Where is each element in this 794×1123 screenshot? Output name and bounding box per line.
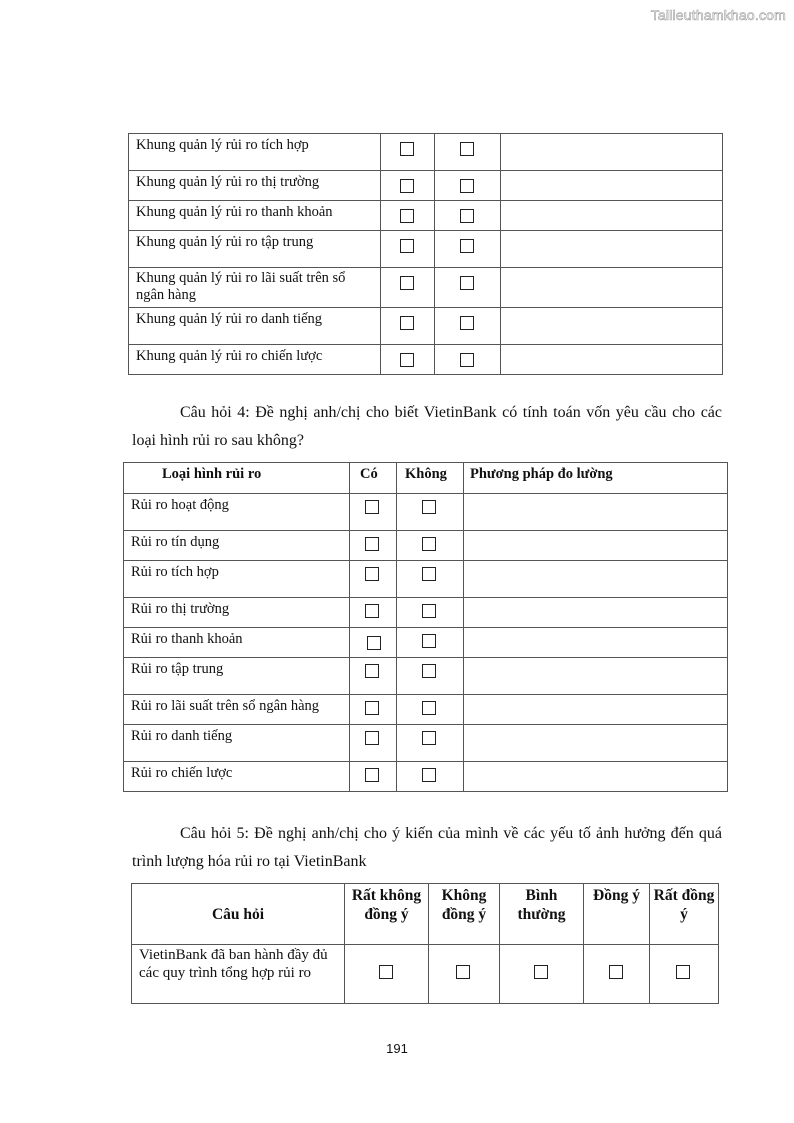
checkbox-yes[interactable] xyxy=(365,537,379,551)
checkbox-neutral[interactable] xyxy=(534,965,548,979)
row-label: Rủi ro tín dụng xyxy=(124,531,350,561)
checkbox-no[interactable] xyxy=(422,664,436,678)
table-row xyxy=(132,945,719,1004)
checkbox-yes[interactable] xyxy=(365,664,379,678)
method-cell[interactable] xyxy=(464,762,728,792)
page-number: 191 xyxy=(386,1041,408,1056)
notes-cell[interactable] xyxy=(501,308,723,345)
method-cell[interactable] xyxy=(464,658,728,695)
checkbox-yes[interactable] xyxy=(400,353,414,367)
row-label: Rủi ro lãi suất trên sổ ngân hàng xyxy=(124,695,350,725)
question-4-text xyxy=(132,399,722,455)
checkbox-no[interactable] xyxy=(422,567,436,581)
notes-cell[interactable] xyxy=(501,201,723,231)
checkbox-no[interactable] xyxy=(460,142,474,156)
risk-capital-table xyxy=(123,462,728,792)
checkbox-yes[interactable] xyxy=(400,276,414,290)
row-label: Rủi ro chiến lược xyxy=(124,762,350,792)
checkbox-no[interactable] xyxy=(460,276,474,290)
checkbox-no[interactable] xyxy=(422,701,436,715)
header-disagree: Không đồng ý xyxy=(429,884,500,945)
notes-cell[interactable] xyxy=(501,134,723,171)
header-strongly-disagree: Rất không đồng ý xyxy=(345,884,429,945)
header-yes: Có xyxy=(350,463,397,494)
checkbox-yes[interactable] xyxy=(365,731,379,745)
table-row xyxy=(124,762,728,792)
row-label: Rủi ro tập trung xyxy=(124,658,350,695)
table-row xyxy=(124,531,728,561)
method-cell[interactable] xyxy=(464,494,728,531)
table-row xyxy=(129,268,723,308)
table-row xyxy=(129,345,723,375)
question-5-label: Câu hỏi 5: Đề nghị anh/chị cho ý kiến của mình về các yếu tố ảnh hưởng đến quá trình lượng hóa rủi ro tại VietinBank xyxy=(132,825,722,870)
checkbox-yes[interactable] xyxy=(365,701,379,715)
row-label: Khung quản lý rủi ro thanh khoản xyxy=(129,201,381,231)
row-label: Khung quản lý rủi ro tập trung xyxy=(129,231,381,268)
table-row xyxy=(124,561,728,598)
checkbox-yes[interactable] xyxy=(365,768,379,782)
method-cell[interactable] xyxy=(464,531,728,561)
checkbox-disagree[interactable] xyxy=(456,965,470,979)
quantification-factors-table xyxy=(131,883,719,1004)
row-label: Rủi ro tích hợp xyxy=(124,561,350,598)
method-cell[interactable] xyxy=(464,725,728,762)
method-cell[interactable] xyxy=(464,628,728,658)
checkbox-no[interactable] xyxy=(460,179,474,193)
question-4-label: Câu hỏi 4: Đề nghị anh/chị cho biết VietinBank có tính toán vốn yêu cầu cho các loại hình rủi ro sau không? xyxy=(132,404,722,449)
table-row xyxy=(124,494,728,531)
checkbox-no[interactable] xyxy=(422,604,436,618)
table-row xyxy=(124,695,728,725)
checkbox-agree[interactable] xyxy=(609,965,623,979)
header-agree: Đồng ý xyxy=(584,884,650,945)
row-label: Khung quản lý rủi ro chiến lược xyxy=(129,345,381,375)
notes-cell[interactable] xyxy=(501,171,723,201)
checkbox-yes[interactable] xyxy=(400,142,414,156)
row-label: Rủi ro thanh khoản xyxy=(124,628,350,658)
row-label: VietinBank đã ban hành đầy đủ các quy trình tổng hợp rủi ro xyxy=(132,945,345,1004)
table-row xyxy=(129,201,723,231)
row-label: Khung quản lý rủi ro lãi suất trên sổ ngân hàng xyxy=(129,268,381,308)
risk-framework-table xyxy=(128,133,723,375)
checkbox-yes[interactable] xyxy=(400,209,414,223)
table-row xyxy=(129,231,723,268)
checkbox-strongly-disagree[interactable] xyxy=(379,965,393,979)
checkbox-strongly-agree[interactable] xyxy=(676,965,690,979)
header-question: Câu hỏi xyxy=(132,884,345,945)
checkbox-yes[interactable] xyxy=(400,316,414,330)
checkbox-no[interactable] xyxy=(422,537,436,551)
method-cell[interactable] xyxy=(464,598,728,628)
header-no: Không xyxy=(397,463,464,494)
table-row xyxy=(124,725,728,762)
table-row xyxy=(124,628,728,658)
checkbox-no[interactable] xyxy=(460,239,474,253)
header-neutral: Bình thường xyxy=(500,884,584,945)
row-label: Khung quản lý rủi ro thị trường xyxy=(129,171,381,201)
checkbox-no[interactable] xyxy=(422,634,436,648)
checkbox-no[interactable] xyxy=(422,500,436,514)
checkbox-no[interactable] xyxy=(460,353,474,367)
checkbox-no[interactable] xyxy=(460,316,474,330)
row-label: Rủi ro danh tiếng xyxy=(124,725,350,762)
question-5-text xyxy=(132,820,722,876)
checkbox-no[interactable] xyxy=(422,768,436,782)
checkbox-yes[interactable] xyxy=(365,500,379,514)
notes-cell[interactable] xyxy=(501,231,723,268)
method-cell[interactable] xyxy=(464,695,728,725)
checkbox-yes[interactable] xyxy=(367,636,381,650)
checkbox-yes[interactable] xyxy=(400,179,414,193)
header-risk-type: Loại hình rủi ro xyxy=(124,463,350,494)
watermark: Tailieuthamkhao.com xyxy=(650,7,786,23)
table-row xyxy=(129,171,723,201)
checkbox-no[interactable] xyxy=(460,209,474,223)
row-label: Khung quản lý rủi ro danh tiếng xyxy=(129,308,381,345)
checkbox-yes[interactable] xyxy=(400,239,414,253)
header-strongly-agree: Rất đồng ý xyxy=(650,884,719,945)
table-row xyxy=(129,134,723,171)
checkbox-yes[interactable] xyxy=(365,604,379,618)
row-label: Rủi ro hoạt động xyxy=(124,494,350,531)
row-label: Khung quản lý rủi ro tích hợp xyxy=(129,134,381,171)
table-row xyxy=(124,598,728,628)
checkbox-yes[interactable] xyxy=(365,567,379,581)
table-row xyxy=(124,658,728,695)
row-label: Rủi ro thị trường xyxy=(124,598,350,628)
table-row xyxy=(129,308,723,345)
notes-cell[interactable] xyxy=(501,345,723,375)
notes-cell[interactable] xyxy=(501,268,723,308)
checkbox-no[interactable] xyxy=(422,731,436,745)
method-cell[interactable] xyxy=(464,561,728,598)
header-method: Phương pháp đo lường xyxy=(464,463,728,494)
